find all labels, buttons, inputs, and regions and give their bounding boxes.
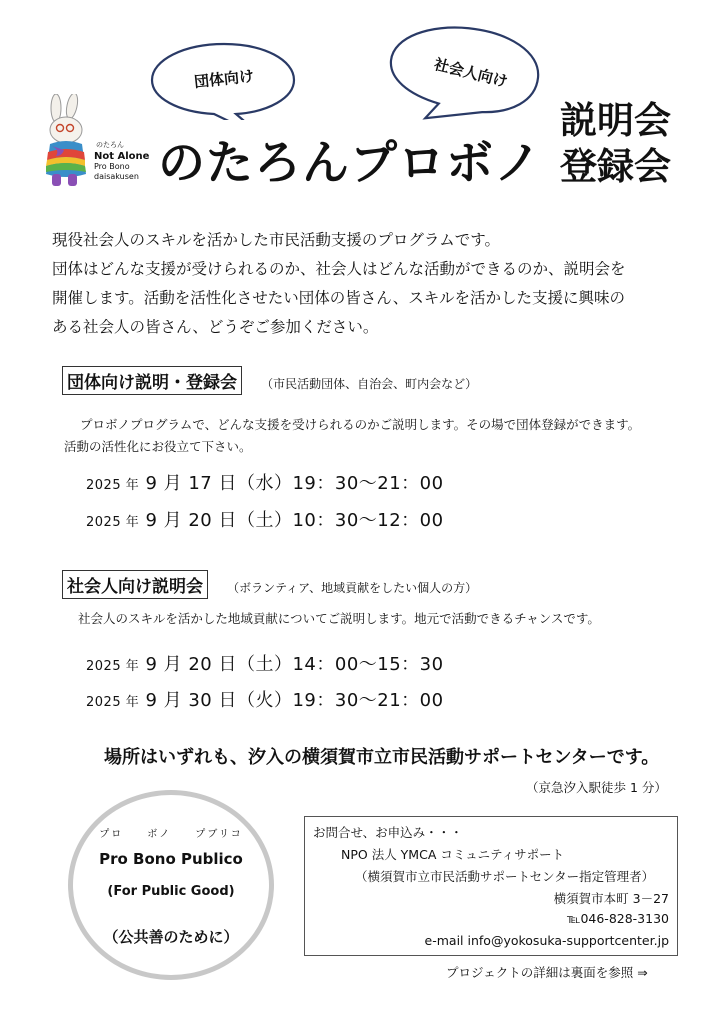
date-year: 2025 年 — [86, 478, 140, 493]
worker-section-header — [62, 570, 477, 599]
worker-date-2 — [86, 686, 444, 712]
mascot-kana: のたろん — [96, 141, 124, 149]
group-speech-bubble — [144, 40, 304, 120]
group-desc-line: プロボノプログラムで、どんな支援を受けられるのかご説明します。その場で団体登録ができます。 — [80, 417, 641, 432]
group-section-header — [62, 366, 477, 395]
access-text: （京急汐入駅徒歩 1 分） — [526, 780, 667, 795]
contact-phone[interactable]: ℡046-828-3130 — [567, 911, 669, 926]
badge-latin: Pro Bono Publico — [99, 850, 243, 868]
mascot-daisakusen: daisakusen — [94, 172, 139, 181]
date-year: 2025 年 — [86, 515, 140, 530]
subtitle-briefing: 説明会 — [560, 99, 671, 142]
intro-line: 開催します。活動を活性化させたい団体の皆さん、スキルを活かした支援に興味の — [52, 289, 626, 307]
worker-description: 社会人のスキルを活かした地域貢献についてご説明します。地元で活動できるチャンスです。 — [78, 611, 600, 626]
badge-english: (For Public Good) — [107, 884, 235, 899]
intro-line: 現役社会人のスキルを活かした市民活動支援のプログラムです。 — [52, 231, 500, 249]
mascot-pro-bono: Pro Bono — [94, 162, 130, 171]
group-description — [64, 414, 640, 458]
intro-line: 団体はどんな支援が受けられるのか、社会人はどんな活動ができるのか、説明会を — [52, 260, 626, 278]
group-bubble-label: 団体向け — [193, 66, 255, 92]
main-title: のたろんプロボノ — [158, 136, 542, 191]
badge-kana: プロ ボノ プブリコ — [99, 829, 243, 840]
worker-speech-bubble — [386, 24, 556, 124]
group-section-title: 団体向け説明・登録会 — [62, 366, 242, 395]
intro-paragraph — [52, 226, 692, 342]
date-time: 9 月 17 日（水）19：30～21：00 — [145, 473, 444, 494]
contact-heading: お問合せ、お申込み・・・ — [313, 825, 463, 840]
group-section-note: （市民活動団体、自治会、町内会など） — [261, 377, 478, 391]
contact-org: NPO 法人 YMCA コミュニティサポート — [341, 847, 565, 862]
intro-line: ある社会人の皆さん、どうぞご参加ください。 — [52, 318, 379, 336]
group-date-1 — [86, 469, 444, 495]
rabbit-mascot-icon — [38, 94, 98, 190]
date-time: 9 月 30 日（火）19：30～21：00 — [145, 690, 444, 711]
contact-address: 横須賀市本町 3－27 — [553, 891, 669, 906]
badge-japanese: （公共善のために） — [103, 928, 239, 946]
pro-bono-publico-badge — [68, 790, 274, 980]
date-year: 2025 年 — [86, 695, 140, 710]
contact-box — [304, 816, 678, 956]
event-type-title — [560, 98, 671, 190]
worker-section-title: 社会人向け説明会 — [62, 570, 208, 599]
mascot-not-alone: Not Alone — [94, 151, 150, 162]
mascot-logo — [38, 94, 158, 190]
contact-role: （横須賀市立市民活動サポートセンター指定管理者） — [355, 869, 655, 884]
worker-section-note: （ボランティア、地域貢献をしたい個人の方） — [227, 581, 478, 595]
mascot-brand-text — [94, 141, 150, 182]
subtitle-registration: 登録会 — [560, 145, 671, 188]
worker-date-1 — [86, 650, 444, 676]
date-time: 9 月 20 日（土）14：00～15：30 — [145, 654, 444, 675]
contact-email[interactable]: e-mail info@yokosuka-supportcenter.jp — [424, 933, 669, 948]
venue-text: 場所はいずれも、汐入の横須賀市立市民活動サポートセンターです。 — [104, 747, 660, 768]
group-desc-line: 活動の活性化にお役立て下さい。 — [64, 439, 252, 454]
date-year: 2025 年 — [86, 659, 140, 674]
footer-note: プロジェクトの詳細は裏面を参照 ⇒ — [446, 965, 648, 980]
date-time: 9 月 20 日（土）10：30～12：00 — [145, 510, 444, 531]
group-date-2 — [86, 506, 444, 532]
worker-bubble-label: 社会人向け — [432, 55, 510, 91]
